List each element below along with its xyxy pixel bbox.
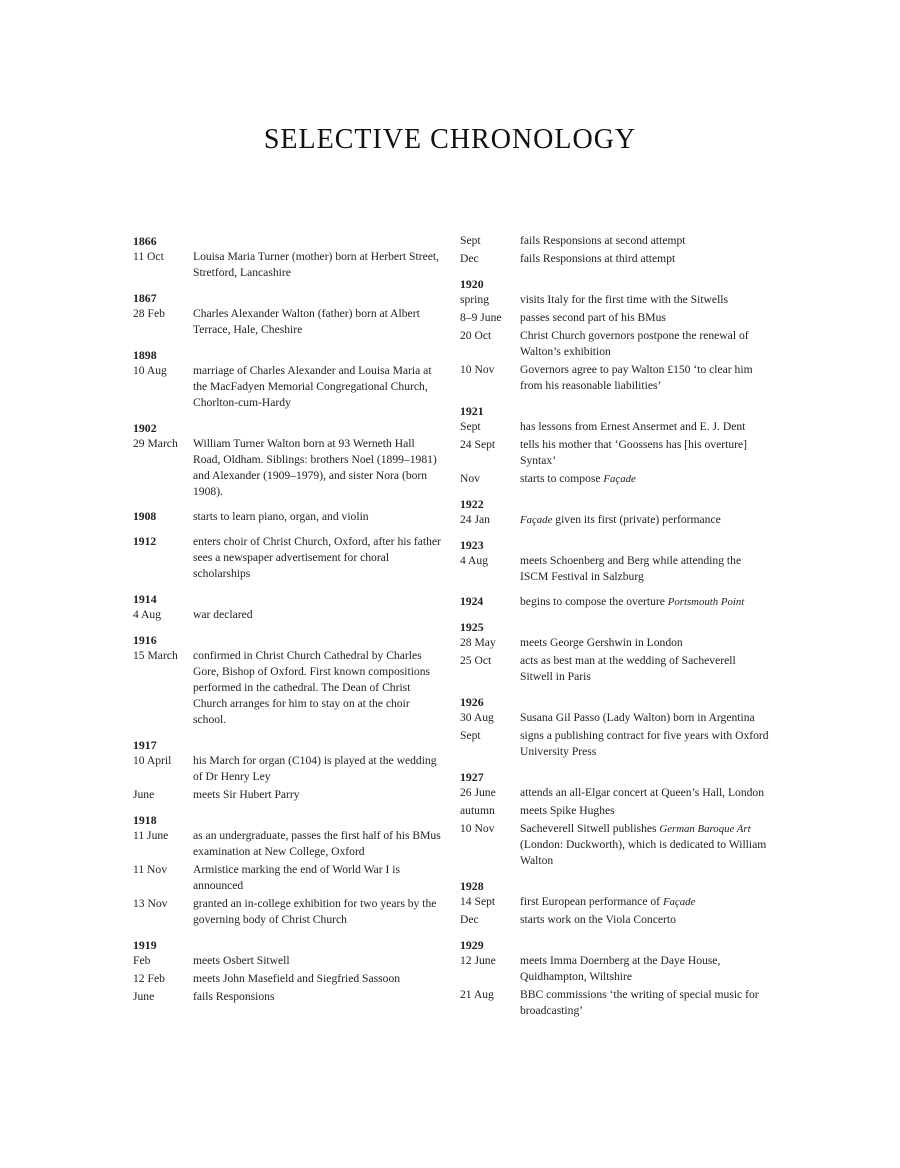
entry-text — [520, 594, 770, 610]
entry-date: 10 Aug — [133, 364, 167, 377]
chronology-entry — [133, 436, 463, 500]
text-run: given its first (private) performance — [552, 513, 721, 526]
year-group — [460, 537, 790, 585]
entry-text — [193, 953, 443, 969]
entry-text — [193, 753, 443, 785]
entry-text — [520, 635, 770, 651]
entry-text — [520, 310, 770, 326]
entry-date: 10 April — [133, 754, 172, 767]
chronology-entry — [133, 607, 463, 623]
entry-text — [193, 607, 443, 623]
year-group — [460, 233, 790, 267]
year-heading: 1929 — [460, 938, 484, 952]
entry-date: 21 Aug — [460, 988, 494, 1001]
text-run: marriage of Charles Alexander and Louisa Maria at the MacFadyen Memorial Congregational Church, Chorlton-cum-Hardy — [193, 364, 432, 409]
chronology-entry — [133, 971, 463, 987]
italic-title: Façade — [520, 514, 553, 526]
entry-text — [193, 534, 443, 582]
entry-date: Sept — [460, 420, 481, 433]
entry-text — [193, 862, 443, 894]
year-group — [133, 737, 463, 803]
entry-date: 15 March — [133, 649, 178, 662]
entry-date: 11 June — [133, 829, 169, 842]
chronology-entry — [460, 785, 790, 801]
text-run: acts as best man at the wedding of Sacheverell Sitwell in Paris — [520, 654, 736, 683]
chronology-column-left — [133, 233, 463, 1014]
text-run: tells his mother that ‘Goossens has [his overture] Syntax’ — [520, 438, 748, 467]
text-run: Sacheverell Sitwell publishes — [520, 822, 660, 835]
chronology-entry — [460, 471, 790, 487]
entry-date: Sept — [460, 234, 481, 247]
chronology-entry — [460, 953, 790, 985]
year-group — [133, 937, 463, 1005]
text-run: starts to compose — [520, 472, 604, 485]
entry-text — [193, 648, 443, 728]
entry-date: 4 Aug — [460, 554, 489, 567]
chronology-entry — [133, 306, 463, 338]
entry-text — [520, 553, 770, 585]
entry-text — [193, 249, 443, 281]
entry-text — [193, 363, 443, 411]
text-run: signs a publishing contract for five years with Oxford University Press — [520, 729, 769, 758]
chronology-entry — [133, 989, 463, 1005]
entry-text — [520, 894, 770, 910]
text-run: Louisa Maria Turner (mother) born at Herbert Street, Stretford, Lancashire — [193, 250, 439, 279]
text-run: Susana Gil Passo (Lady Walton) born in Argentina — [520, 711, 755, 724]
year-heading: 1902 — [133, 421, 157, 435]
text-run: Governors agree to pay Walton £150 ‘to clear him from his reasonable liabilities’ — [520, 363, 753, 392]
text-run: Christ Church governors postpone the renewal of Walton’s exhibition — [520, 329, 749, 358]
entry-date: Dec — [460, 913, 479, 926]
entry-date: 8–9 June — [460, 311, 502, 324]
chronology-entry — [460, 653, 790, 685]
chronology-entry — [133, 648, 463, 728]
chronology-entry — [133, 953, 463, 969]
text-run: meets George Gershwin in London — [520, 636, 683, 649]
text-run: his March for organ (C104) is played at the wedding of Dr Henry Ley — [193, 754, 437, 783]
entry-date: 29 March — [133, 437, 178, 450]
entry-text — [193, 971, 443, 987]
chronology-entry — [460, 310, 790, 326]
page-title: SELECTIVE CHRONOLOGY — [263, 124, 637, 155]
entry-text — [520, 233, 770, 249]
chronology-entry — [460, 553, 790, 585]
year-heading: 1920 — [460, 277, 484, 291]
entry-date: 30 Aug — [460, 711, 494, 724]
entry-text — [520, 803, 770, 819]
text-run: enters choir of Christ Church, Oxford, after his father sees a newspaper advertisement for choral scholarships — [193, 535, 441, 580]
chronology-entry — [133, 828, 463, 860]
entry-text — [520, 437, 770, 469]
text-run: Armistice marking the end of World War I is announced — [193, 863, 400, 892]
entry-date: autumn — [460, 804, 495, 817]
entry-text — [193, 306, 443, 338]
entry-text — [520, 653, 770, 685]
text-run: fails Responsions at second attempt — [520, 234, 686, 247]
chronology-entry — [133, 534, 463, 582]
year-heading: 1867 — [133, 291, 157, 305]
chronology-column-right — [460, 233, 790, 1028]
year-group — [133, 534, 463, 582]
text-run: meets Imma Doernberg at the Daye House, Quidhampton, Wiltshire — [520, 954, 721, 983]
entry-date: 10 Nov — [460, 822, 495, 835]
chronology-entry — [133, 753, 463, 785]
entry-text — [520, 292, 770, 308]
year-group — [460, 937, 790, 1019]
text-run: (London: Duckworth), which is dedicated to William Walton — [520, 838, 767, 867]
text-run: meets Schoenberg and Berg while attending the ISCM Festival in Salzburg — [520, 554, 742, 583]
text-run: first European performance of — [520, 895, 663, 908]
chronology-entry — [460, 894, 790, 910]
entry-date: 4 Aug — [133, 608, 162, 621]
entry-text — [520, 987, 770, 1019]
text-run: William Turner Walton born at 93 Werneth Hall Road, Oldham. Siblings: brothers Noel (1899–1981) and Alexander (1909–1979), and sister Nora (born 1908). — [193, 437, 437, 498]
entry-date: 11 Nov — [133, 863, 168, 876]
text-run: as an undergraduate, passes the first half of his BMus examination at New College, Oxford — [193, 829, 441, 858]
year-group — [460, 619, 790, 685]
chronology-entry — [460, 594, 790, 610]
year-group — [460, 403, 790, 487]
italic-title: Façade — [662, 896, 696, 908]
chronology-entry — [460, 419, 790, 435]
entry-date: 10 Nov — [460, 363, 495, 376]
chronology-entry — [460, 912, 790, 928]
text-run: begins to compose the overture — [520, 595, 668, 608]
entry-text — [193, 896, 443, 928]
year-heading: 1922 — [460, 497, 484, 511]
chronology-entry — [460, 292, 790, 308]
year-group — [460, 769, 790, 869]
entry-text — [520, 710, 770, 726]
entry-date: 28 May — [460, 636, 496, 649]
entry-date: 14 Sept — [460, 895, 496, 908]
text-run: has lessons from Ernest Ansermet and E. J. Dent — [520, 420, 746, 433]
entry-date: Sept — [460, 729, 481, 742]
year-group — [133, 347, 463, 411]
entry-date: 1912 — [133, 535, 157, 548]
italic-title: Façade — [603, 473, 636, 485]
chronology-entry — [460, 987, 790, 1019]
year-group — [460, 594, 790, 610]
entry-text — [520, 251, 770, 267]
chronology-entry — [460, 437, 790, 469]
year-heading: 1919 — [133, 938, 157, 952]
year-heading: 1917 — [133, 738, 157, 752]
text-run: starts work on the Viola Concerto — [520, 913, 676, 926]
entry-text — [520, 328, 770, 360]
entry-text — [520, 953, 770, 985]
chronology-entry — [460, 635, 790, 651]
entry-date: Feb — [133, 954, 151, 967]
entry-date: 26 June — [460, 786, 496, 799]
year-group — [460, 694, 790, 760]
italic-title: German Baroque Art — [659, 823, 751, 835]
entry-text — [520, 512, 770, 528]
chronology-entry — [460, 728, 790, 760]
year-heading: 1921 — [460, 404, 484, 418]
year-group — [133, 812, 463, 928]
year-heading: 1866 — [133, 234, 157, 248]
year-heading: 1898 — [133, 348, 157, 362]
text-run: meets Sir Hubert Parry — [193, 788, 300, 801]
year-group — [133, 233, 463, 281]
entry-date: spring — [460, 293, 489, 306]
year-group — [460, 496, 790, 528]
text-run: starts to learn piano, organ, and violin — [193, 510, 369, 523]
chronology-entry — [133, 862, 463, 894]
year-group — [133, 509, 463, 525]
entry-text — [520, 471, 770, 487]
entry-date: 25 Oct — [460, 654, 492, 667]
text-run: war declared — [193, 608, 253, 621]
text-run: passes second part of his BMus — [520, 311, 666, 324]
text-run: visits Italy for the first time with the Sitwells — [520, 293, 729, 306]
entry-text — [193, 989, 443, 1005]
chronology-entry — [460, 803, 790, 819]
year-group — [133, 591, 463, 623]
entry-date: Dec — [460, 252, 479, 265]
text-run: confirmed in Christ Church Cathedral by Charles Gore, Bishop of Oxford. First known compositions performed in the cathedral. The Dean of Christ Church arranges for him to stay on at the choir school. — [193, 649, 431, 726]
entry-text — [193, 828, 443, 860]
entry-date: Nov — [460, 472, 480, 485]
year-heading: 1923 — [460, 538, 484, 552]
text-run: fails Responsions — [193, 990, 275, 1003]
entry-date: 1908 — [133, 510, 157, 523]
text-run: attends an all-Elgar concert at Queen’s Hall, London — [520, 786, 765, 799]
chronology-entry — [133, 509, 463, 525]
chronology-entry — [460, 362, 790, 394]
chronology-entry — [460, 821, 790, 869]
chronology-entry — [133, 363, 463, 411]
entry-text — [193, 787, 443, 803]
entry-text — [520, 785, 770, 801]
entry-date: 24 Sept — [460, 438, 496, 451]
entry-date: 24 Jan — [460, 513, 490, 526]
year-group — [133, 632, 463, 728]
entry-text — [193, 436, 443, 500]
year-heading: 1925 — [460, 620, 484, 634]
entry-date: 12 Feb — [133, 972, 165, 985]
text-run: BBC commissions ‘the writing of special music for broadcasting’ — [520, 988, 759, 1017]
entry-date: 12 June — [460, 954, 496, 967]
entry-text — [193, 509, 443, 525]
entry-date: June — [133, 788, 155, 801]
year-heading: 1916 — [133, 633, 157, 647]
entry-date: 28 Feb — [133, 307, 165, 320]
year-group — [133, 290, 463, 338]
text-run: fails Responsions at third attempt — [520, 252, 676, 265]
chronology-entry — [460, 512, 790, 528]
entry-date: June — [133, 990, 155, 1003]
year-heading: 1927 — [460, 770, 484, 784]
year-group — [133, 420, 463, 500]
year-heading: 1928 — [460, 879, 484, 893]
chronology-entry — [460, 710, 790, 726]
text-run: granted an in-college exhibition for two years by the governing body of Christ Church — [193, 897, 437, 926]
entry-text — [520, 728, 770, 760]
entry-text — [520, 821, 770, 869]
chronology-entry — [460, 233, 790, 249]
year-group — [460, 276, 790, 394]
entry-text — [520, 912, 770, 928]
year-heading: 1918 — [133, 813, 157, 827]
entry-date: 11 Oct — [133, 250, 164, 263]
chronology-entry — [133, 896, 463, 928]
chronology-entry — [460, 328, 790, 360]
entry-text — [520, 419, 770, 435]
entry-text — [520, 362, 770, 394]
text-run: Charles Alexander Walton (father) born at Albert Terrace, Hale, Cheshire — [193, 307, 420, 336]
text-run: meets Osbert Sitwell — [193, 954, 290, 967]
year-heading: 1926 — [460, 695, 484, 709]
entry-date: 13 Nov — [133, 897, 168, 910]
text-run: meets John Masefield and Siegfried Sassoon — [193, 972, 401, 985]
text-run: meets Spike Hughes — [520, 804, 615, 817]
entry-date: 20 Oct — [460, 329, 492, 342]
chronology-entry — [460, 251, 790, 267]
italic-title: Portsmouth Point — [667, 596, 745, 608]
entry-date: 1924 — [460, 595, 484, 608]
year-group — [460, 878, 790, 928]
chronology-entry — [133, 249, 463, 281]
year-heading: 1914 — [133, 592, 157, 606]
chronology-entry — [133, 787, 463, 803]
